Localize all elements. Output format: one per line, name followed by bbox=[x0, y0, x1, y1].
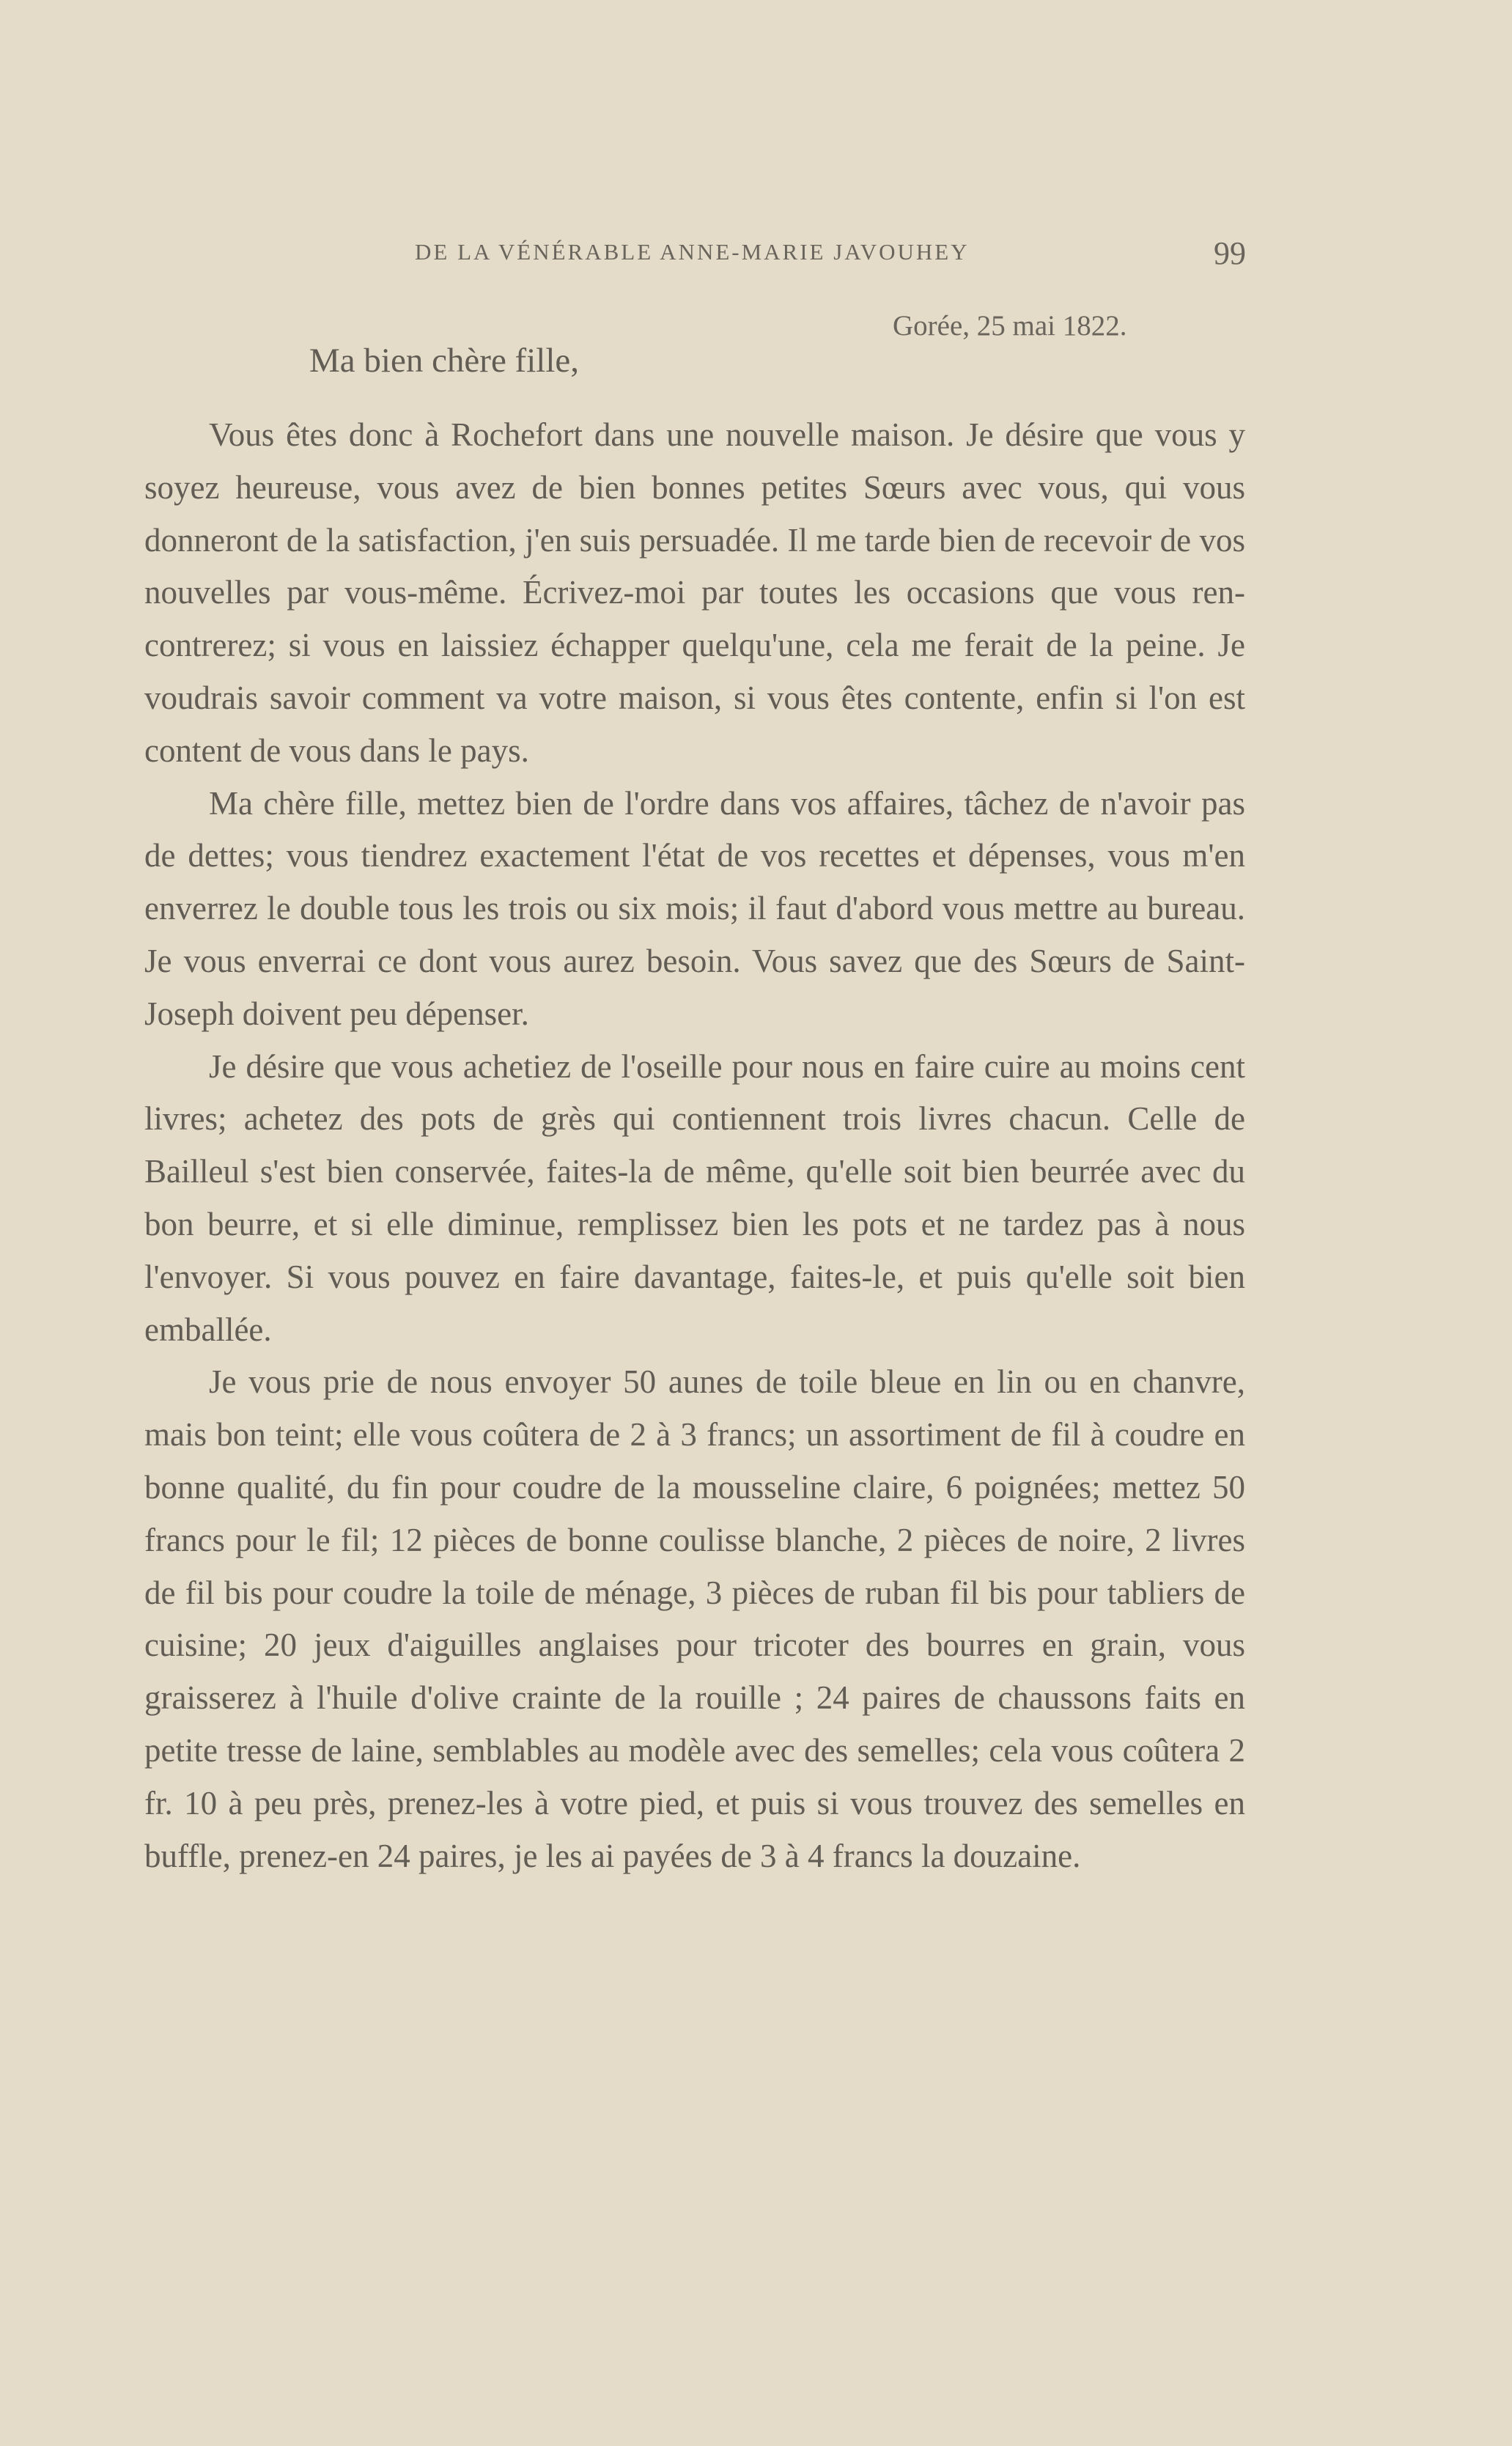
letter-body bbox=[144, 409, 1245, 1882]
paragraph: Je désire que vous achetiez de l'oseille pour nous en faire cuire au moins cent livres; achetez des pots de grès qui contiennent trois livres chacun. Celle de Bailleul s'est bien conservée, faites-la de même, qu'elle soit bien beurrée avec du bon beurre, et si elle diminue, remplissez bien les pots et ne tardez pas à nous l'envoyer. Si vous pouvez en faire davantage, faites-le, et puis qu'elle soit bien emballée. bbox=[144, 1047, 1245, 1348]
paragraph: Vous êtes donc à Rochefort dans une nouvelle maison. Je désire que vous y soyez heureuse, vous avez de bien bonnes petites Sœurs avec vous, qui vous donneront de la satisfaction, j'en suis persuadée. Il me tarde bien de recevoir de vos nouvelles par vous-même. Écrivez-moi par toutes les occasions que vous rencontrerez; si vous en laissiez échapper quelqu'une, cela me ferait de la peine. Je voudrais savoir comment va votre maison, si vous êtes contente, enfin si l'on est content de vous dans le pays. bbox=[144, 416, 1245, 769]
running-head: DE LA VÉNÉRABLE ANNE-MARIE JAVOUHEY bbox=[415, 239, 970, 265]
page-number: 99 bbox=[1214, 235, 1246, 271]
letter-salutation: Ma bien chère fille, bbox=[309, 342, 579, 380]
letter-dateline: Gorée, 25 mai 1822. bbox=[893, 310, 1127, 342]
paragraph: Ma chère fille, mettez bien de l'ordre dans vos affaires, tâchez de n'avoir pas de dettes; vous tiendrez exactement l'état de vos recettes et dépenses, vous m'en enverrez le double tous les trois ou six mois; il faut d'abord vous mettre au bureau. Je vous enverrai ce dont vous aurez besoin. Vous savez que des Sœurs de Saint-Joseph doivent peu dépenser. bbox=[144, 784, 1245, 1032]
paragraph: Je vous prie de nous envoyer 50 aunes de toile bleue en lin ou en chanvre, mais bon teint; elle vous coûtera de 2 à 3 francs; un assortiment de fil à coudre en bonne qualité, du fin pour coudre de la mousseline claire, 6 poignées; mettez 50 francs pour le fil; 12 pièces de bonne coulisse blanche, 2 pièces de noire, 2 livres de fil bis pour coudre la toile de ménage, 3 pièces de ruban fil bis pour tabliers de cuisine; 20 jeux d'aiguilles anglaises pour tricoter des bourres en grain, vous graisserez à l'huile d'olive crainte de la rouille ; 24 paires de chaussons faits en petite tresse de laine, semblables au modèle avec des semelles; cela vous coûtera 2 fr. 10 à peu près, prenez-les à votre pied, et puis si vous trouvez des semelles en buffle, prenez-en 24 paires, je les ai payées de 3 à 4 francs la douzaine. bbox=[144, 1363, 1245, 1874]
